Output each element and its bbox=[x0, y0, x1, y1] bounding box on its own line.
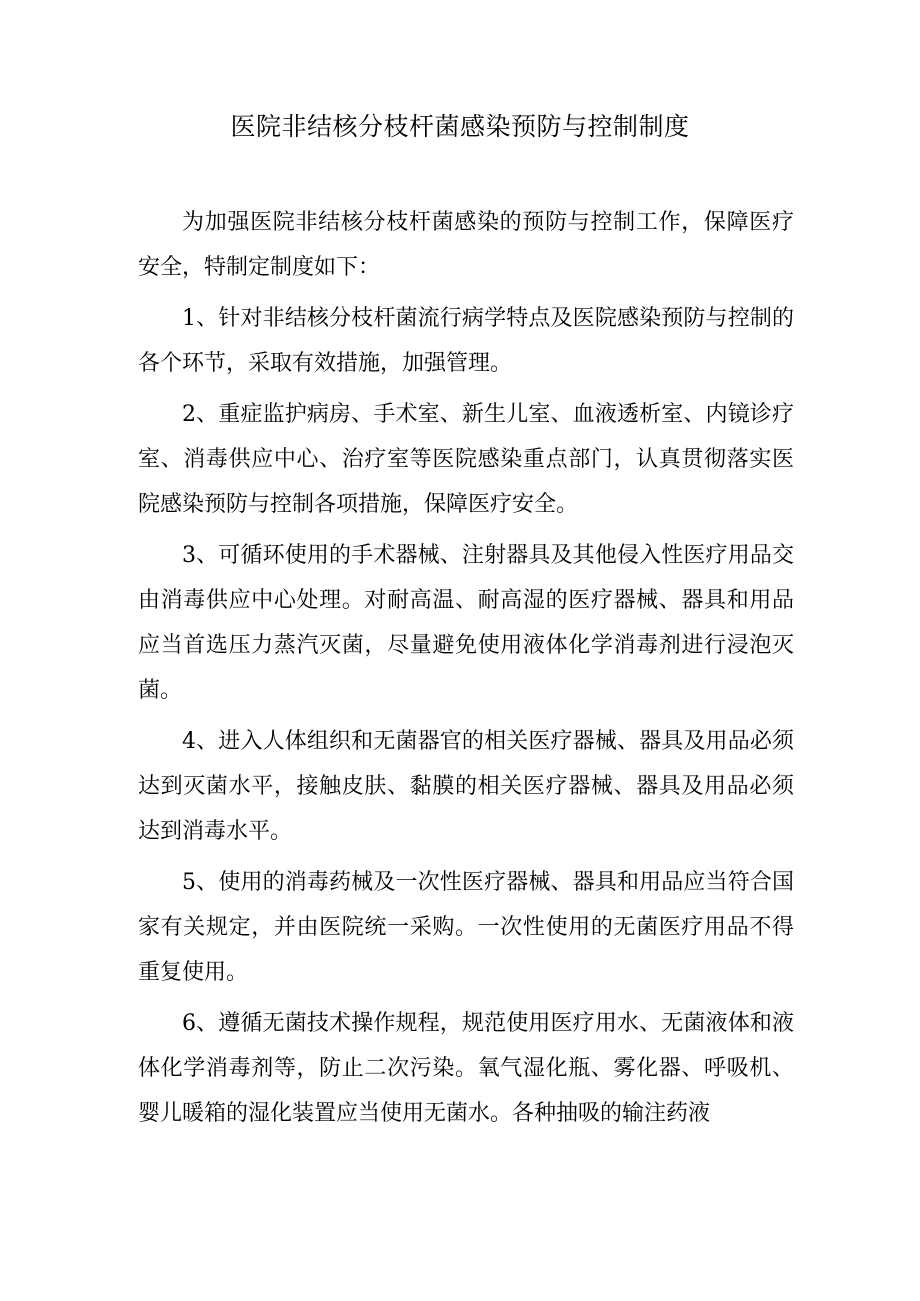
paragraph-intro: 为加强医院非结核分枝杆菌感染的预防与控制工作，保障医疗安全，特制定制度如下： bbox=[138, 210, 794, 280]
paragraph-item-5: 5、使用的消毒药械及一次性医疗器械、器具和用品应当符合国家有关规定，并由医院统一采购。一次性使用的无菌医疗用品不得重复使用。 bbox=[138, 870, 794, 985]
document-title: 医院非结核分枝杆菌感染预防与控制制度 bbox=[230, 112, 690, 141]
paragraph-item-6: 6、遵循无菌技术操作规程，规范使用医疗用水、无菌液体和液体化学消毒剂等，防止二次污染。氧气湿化瓶、雾化器、呼吸机、婴儿暖箱的湿化装置应当使用无菌水。各种抽吸的输注药液 bbox=[138, 1011, 794, 1126]
paragraph-item-1: 1、针对非结核分枝杆菌流行病学特点及医院感染预防与控制的各个环节，采取有效措施，加强管理。 bbox=[138, 306, 794, 376]
document-body bbox=[138, 200, 794, 1142]
paragraph-item-3: 3、可循环使用的手术器械、注射器具及其他侵入性医疗用品交由消毒供应中心处理。对耐高温、耐高湿的医疗器械、器具和用品应当首选压力蒸汽灭菌，尽量避免使用液体化学消毒剂进行浸泡灭菌。 bbox=[138, 543, 794, 703]
paragraph-item-2: 2、重症监护病房、手术室、新生儿室、血液透析室、内镜诊疗室、消毒供应中心、治疗室等医院感染重点部门，认真贯彻落实医院感染预防与控制各项措施，保障医疗安全。 bbox=[138, 402, 794, 517]
paragraph-item-4: 4、进入人体组织和无菌器官的相关医疗器械、器具及用品必须达到灭菌水平，接触皮肤、黏膜的相关医疗器械、器具及用品必须达到消毒水平。 bbox=[138, 729, 794, 844]
